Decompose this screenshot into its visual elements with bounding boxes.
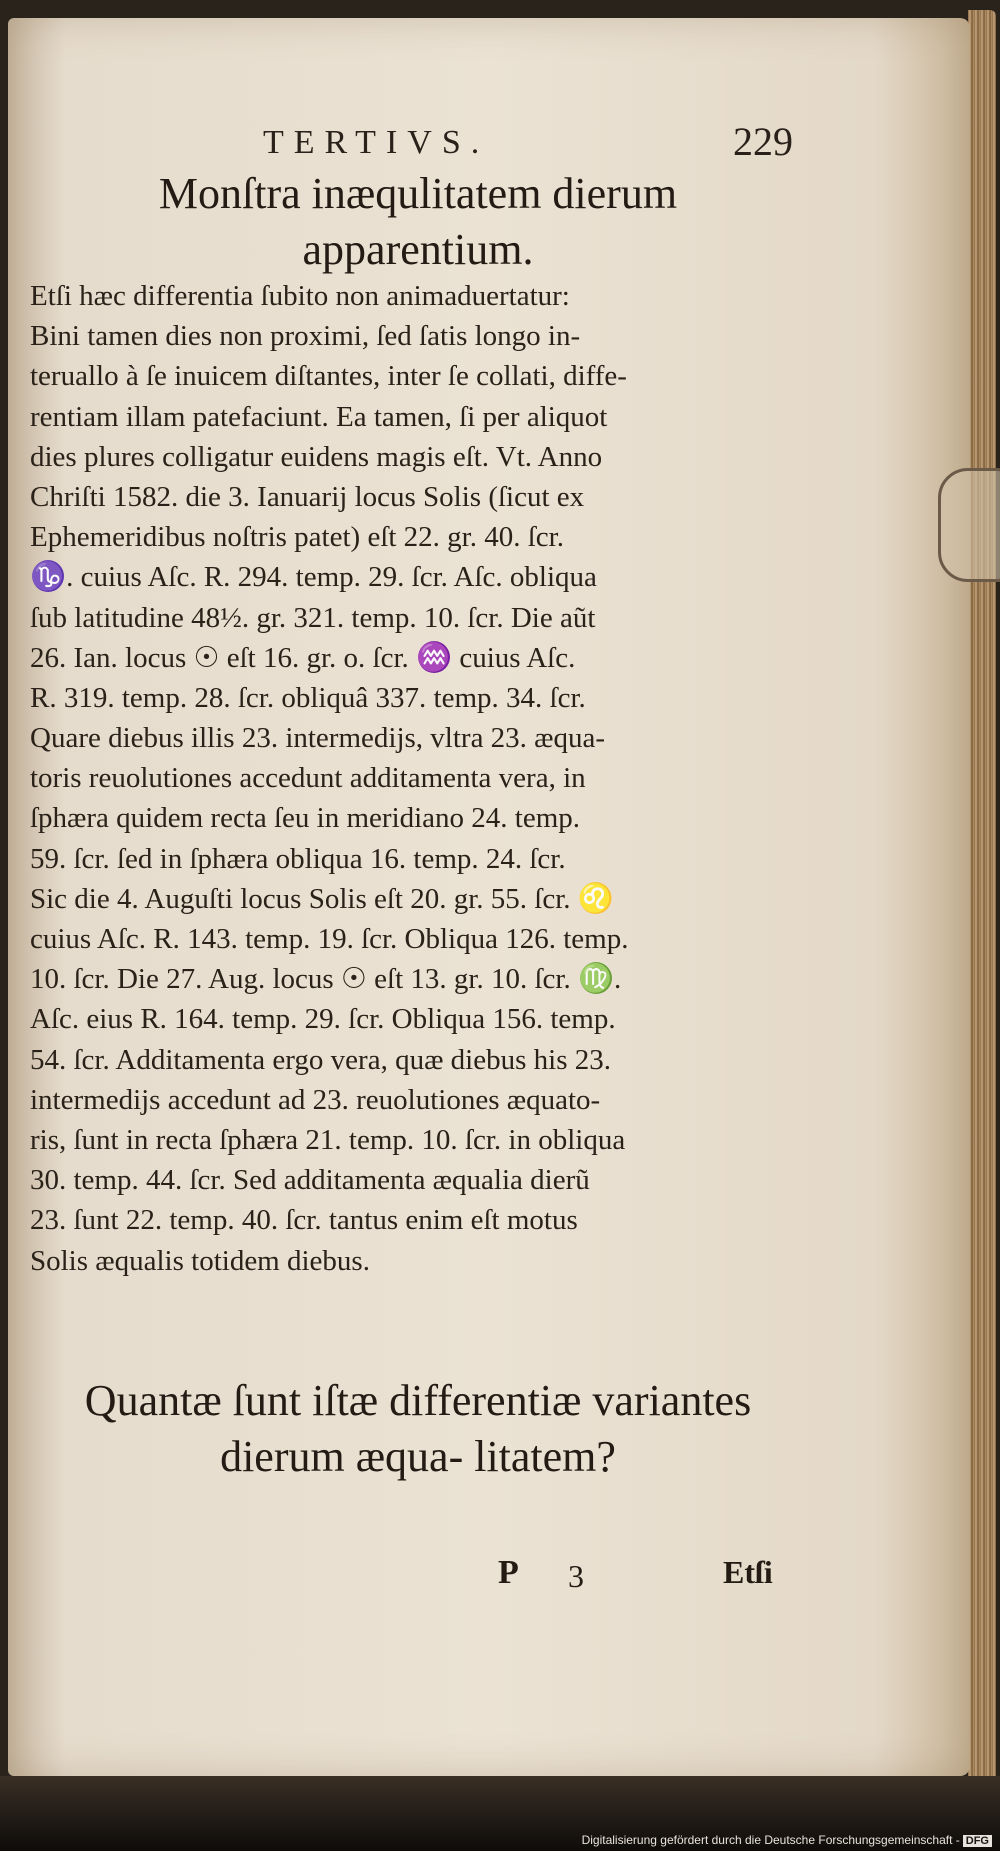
digitization-credit xyxy=(582,1833,992,1847)
text-line: ſphæra quidem recta ſeu in meridiano 24. temp. xyxy=(30,802,581,835)
text-line: 26. Ian. locus ☉ eſt 16. gr. o. ſcr. ♒ cuius Aſc. xyxy=(30,641,576,674)
text-line: 23. ſunt 22. temp. 40. ſcr. tantus enim eſt motus xyxy=(30,1204,578,1237)
text-line: Quare diebus illis 23. intermedijs, vltra 23. æqua- xyxy=(30,722,606,755)
body-text xyxy=(30,276,790,1281)
text-line: ſub latitudine 48½. gr. 321. temp. 10. ſcr. Die aũt xyxy=(30,601,596,634)
signature-number: 3 xyxy=(568,1558,584,1594)
text-line: rentiam illam patefaciunt. Ea tamen, ſi per aliquot xyxy=(30,400,608,433)
text-line: Solis æqualis totidem diebus. xyxy=(30,1244,370,1277)
dfg-logo: DFG xyxy=(963,1835,992,1847)
text-line: R. 319. temp. 28. ſcr. obliquâ 337. temp. 34. ſcr. xyxy=(30,681,586,714)
text-line: 59. ſcr. ſed in ſphæra obliqua 16. temp. 24. ſcr. xyxy=(30,842,566,875)
section-heading: Monſtra inæqulitatem dierum apparentium. xyxy=(158,169,678,274)
text-line: 10. ſcr. Die 27. Aug. locus ☉ eſt 13. gr. 10. ſcr. ♍. xyxy=(30,963,622,996)
signature-line xyxy=(38,1554,798,1604)
text-line: 54. ſcr. Additamenta ergo vera, quæ diebus his 23. xyxy=(30,1043,611,1076)
credit-text: Digitalisierung gefördert durch die Deutsche Forschungsgemeinschaft - xyxy=(581,1833,960,1847)
text-line: Ephemeridibus noſtris patet) eſt 22. gr. 40. ſcr. xyxy=(30,521,564,554)
text-line: Aſc. eius R. 164. temp. 29. ſcr. Obliqua 156. temp. xyxy=(30,1003,616,1036)
text-line: Chriſti 1582. die 3. Ianuarij locus Solis (ſicut ex xyxy=(30,480,585,513)
page-number: 229 xyxy=(733,119,793,164)
text-line: toris reuolutiones accedunt additamenta vera, in xyxy=(30,762,586,795)
text-line: Etſi hæc differentia ſubito non animaduertatur: xyxy=(30,280,570,312)
book-page xyxy=(8,18,970,1776)
page-header xyxy=(38,118,798,168)
catchword: Etſi xyxy=(723,1554,773,1590)
text-line: 30. temp. 44. ſcr. Sed additamenta æqualia dierũ xyxy=(30,1164,590,1197)
text-line: dies plures colligatur euidens magis eſt. Vt. Anno xyxy=(30,440,603,473)
book-clasp xyxy=(938,468,1000,582)
text-line: ♑. cuius Aſc. R. 294. temp. 29. ſcr. Aſc. obliqua xyxy=(30,561,597,594)
book-page-edges xyxy=(968,10,996,1785)
running-head: TERTIVS. xyxy=(263,124,490,161)
text-line: teruallo à ſe inuicem diſtantes, inter ſe collati, diffe- xyxy=(30,360,627,393)
question-heading: Quantæ ſunt iſtæ differentiæ variantes dierum æqua- litatem? xyxy=(84,1376,752,1481)
text-line: Sic die 4. Auguſti locus Solis eſt 20. gr. 55. ſcr. ♌ xyxy=(30,882,614,915)
text-line: cuius Aſc. R. 143. temp. 19. ſcr. Obliqua 126. temp. xyxy=(30,923,629,955)
text-line: ris, ſunt in recta ſphæra 21. temp. 10. ſcr. in obliqua xyxy=(30,1123,626,1156)
text-line: Bini tamen dies non proximi, ſed ſatis longo in- xyxy=(30,320,581,353)
text-line: intermedijs accedunt ad 23. reuolutiones æquato- xyxy=(30,1083,601,1116)
signature-mark: P xyxy=(498,1554,519,1591)
